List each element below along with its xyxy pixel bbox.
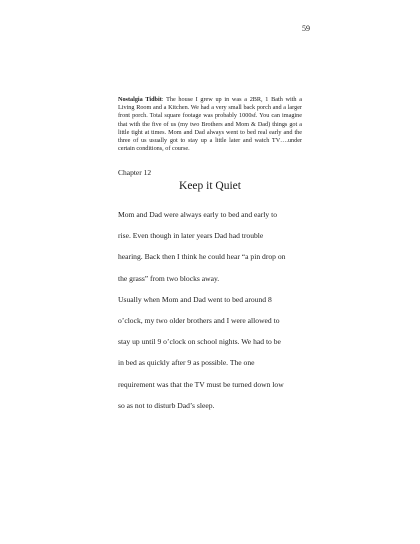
body-line: so as not to disturb Dad’s sleep. [118, 400, 215, 410]
body-line: the grass” from two blocks away. [118, 273, 220, 283]
tidbit-label: Nostalgia Tidbit [118, 96, 162, 103]
body-line: Mom and Dad were always early to bed and early to [118, 210, 277, 219]
chapter-title: Keep it Quiet [179, 180, 241, 192]
tidbit-text: : The house I grew up in was a 2BR, 1 Bath with a Living Room and a Kitchen. We had a very small back porch and a larger front porch. Total square footage was probably 1000sf. You can imagine that with the five of us (my two Brothers and Mom & Dad) things got a little tight at times. Mom and Dad always went to bed real early and the three of us usually got to stay up a little later and watch TV….under certain conditions, of course. [118, 96, 302, 153]
body-line: Usually when Mom and Dad went to bed around 8 [118, 294, 272, 304]
chapter-body [118, 209, 308, 421]
page-number: 59 [302, 24, 310, 33]
body-line: in bed as quickly after 9 as possible. The one [118, 358, 255, 368]
body-line: o’clock, my two older brothers and I were allowed to [118, 315, 280, 325]
body-line: requirement was that the TV must be turned down low [118, 379, 284, 389]
chapter-label: Chapter 12 [118, 168, 152, 177]
body-line: hearing. Back then I think he could hear “a pin drop on [118, 252, 286, 262]
nostalgia-tidbit [118, 96, 302, 153]
body-line: rise. Even though in later years Dad had trouble [118, 231, 264, 241]
body-line: stay up until 9 o’clock on school nights. We had to be [118, 337, 281, 347]
